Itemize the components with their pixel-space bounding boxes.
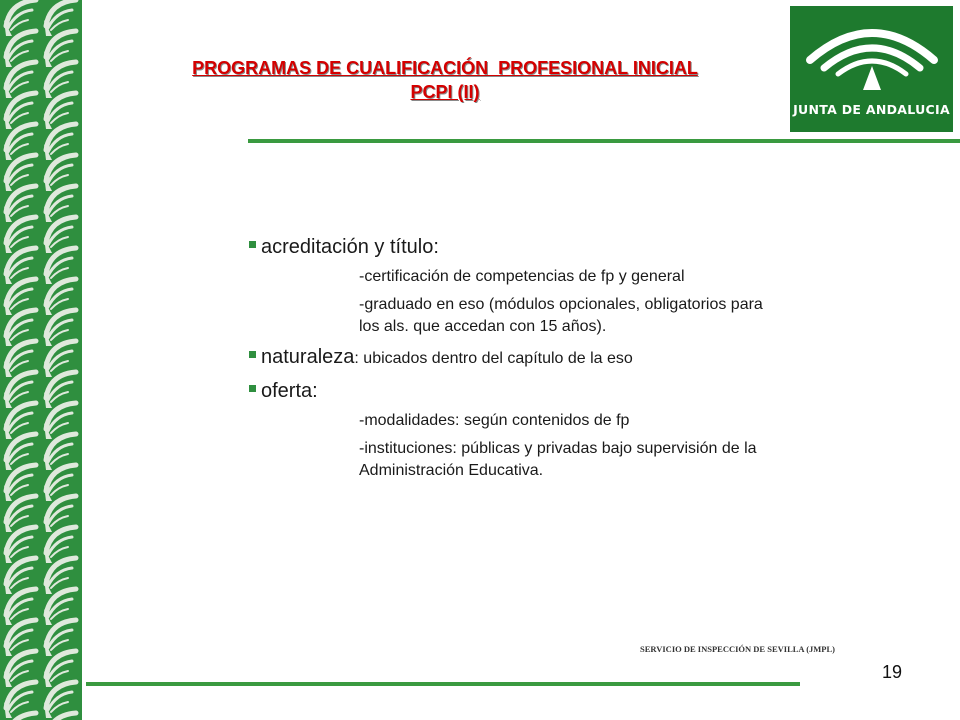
- sub-item: -certificación de competencias de fp y general: [359, 268, 685, 285]
- sub-item: -modalidades: según contenidos de fp: [359, 412, 630, 429]
- bullet-heading: naturaleza: [261, 346, 355, 368]
- bullet-square-icon: [249, 385, 256, 392]
- slide-content: [249, 234, 769, 482]
- bullet-acreditacion: [249, 234, 769, 338]
- bullet-square-icon: [249, 241, 256, 248]
- page-number: 19: [882, 662, 903, 682]
- logo-text: JUNTA DE ANDALUCIA: [793, 102, 950, 117]
- title-line-2: PCPI (II): [410, 82, 480, 102]
- bottom-divider: [86, 682, 800, 686]
- slide-title: [110, 56, 780, 104]
- bullet-square-icon: [249, 351, 256, 358]
- sub-item: -instituciones: públicas y privadas bajo supervisión de la Administración Educativa.: [359, 440, 757, 479]
- sub-item: -graduado en eso (módulos opcionales, obligatorios para los als. que accedan con 15 años).: [359, 296, 763, 335]
- decorative-side-strip: [0, 0, 82, 720]
- footer-credit: SERVICIO DE INSPECCIÓN DE SEVILLA (JMPL): [640, 644, 835, 654]
- bullet-naturaleza: [249, 344, 769, 370]
- bullet-inline-text: : ubicados dentro del capítulo de la eso: [354, 350, 633, 367]
- bullet-heading: acreditación y título:: [261, 236, 439, 258]
- top-divider: [248, 139, 960, 143]
- title-line-1: PROGRAMAS DE CUALIFICACIÓN PROFESIONAL INICIAL: [192, 58, 698, 78]
- bullet-oferta: [249, 378, 769, 482]
- junta-de-andalucia-logo: [790, 6, 953, 132]
- bullet-heading: oferta:: [261, 380, 318, 402]
